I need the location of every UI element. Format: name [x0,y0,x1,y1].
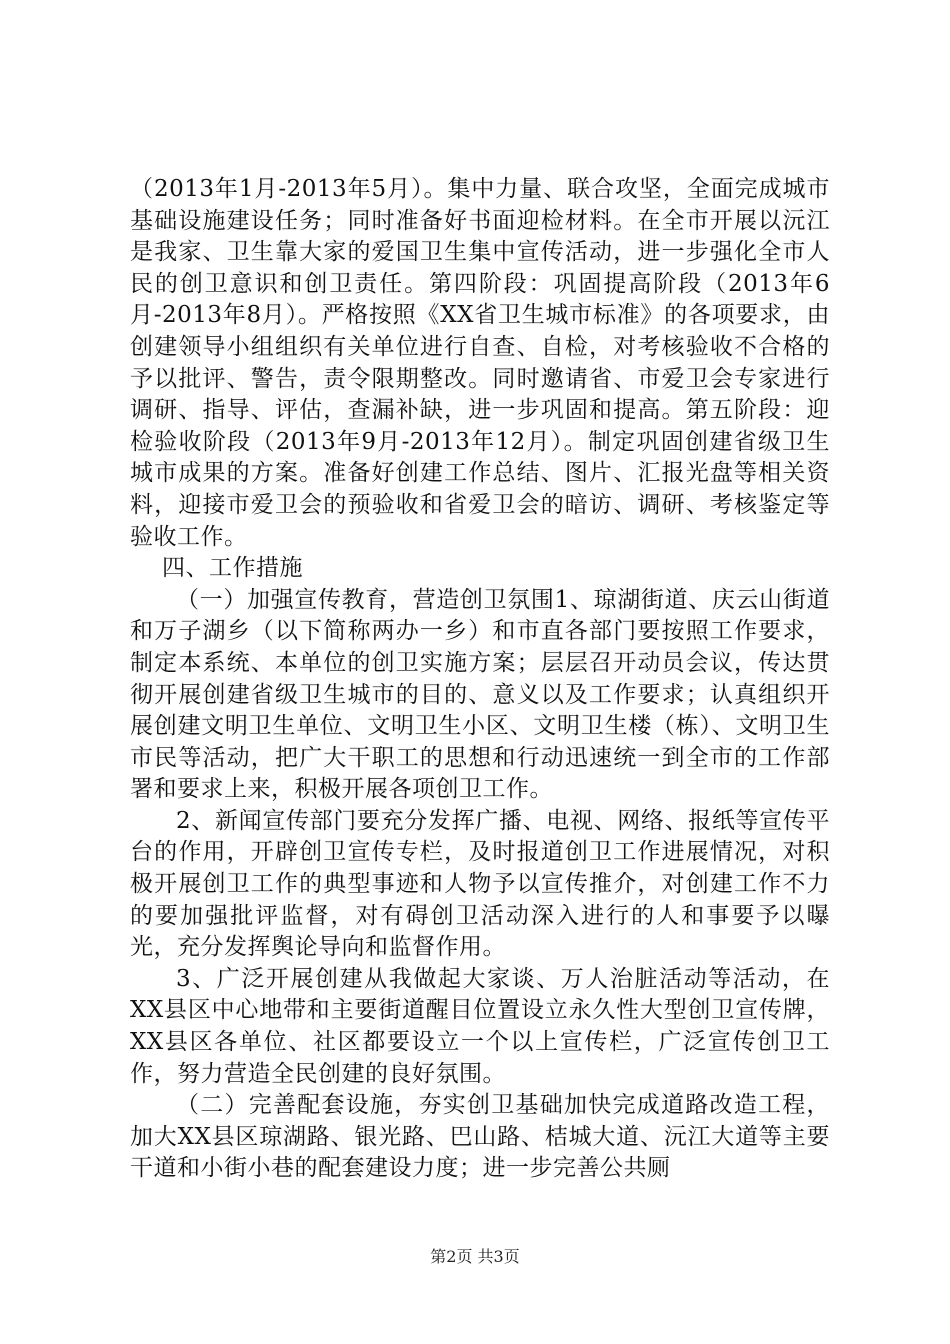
paragraph-measure-1: （一）加强宣传教育，营造创卫氛围1、琼湖街道、庆云山街道和万子湖乡（以下简称两办一乡）和市直各部门要按照工作要求，制定本系统、本单位的创卫实施方案；层层召开动员会议，传达贯彻开展创建省级卫生城市的目的、意义以及工作要求；认真组织开展创建文明卫生单位、文明卫生小区、文明卫生楼（栋）、文明卫生市民等活动，把广大干职工的思想和行动迅速统一到全市的工作部署和要求上来，积极开展各项创卫工作。 [130,586,830,803]
paragraph-measure-2: 2、新闻宣传部门要充分发挥广播、电视、网络、报纸等宣传平台的作用，开辟创卫宣传专栏，及时报道创卫工作进展情况，对积极开展创卫工作的典型事迹和人物予以宣传推介，对创建工作不力的要加强批评监督，对有碍创卫活动深入进行的人和事要予以曝光，充分发挥舆论导向和监督作用。 [130,807,830,961]
document-body [130,174,830,1185]
paragraph-stage-schedule: （2013年1月-2013年5月）。集中力量、联合攻坚，全面完成城市基础设施建设任务；同时准备好书面迎检材料。在全市开展以沅江是我家、卫生靠大家的爱国卫生集中宣传活动，进一步强化全市人民的创卫意识和创卫责任。第四阶段：巩固提高阶段（2013年6月-2013年8月）。严格按照《XX省卫生城市标准》的各项要求，由创建领导小组组织有关单位进行自查、自检，对考核验收不合格的予以批评、警告，责令限期整改。同时邀请省、市爱卫会专家进行调研、指导、评估，查漏补缺，进一步巩固和提高。第五阶段：迎检验收阶段（2013年9月-2013年12月）。制定巩固创建省级卫生城市成果的方案。准备好创建工作总结、图片、汇报光盘等相关资料，迎接市爱卫会的预验收和省爱卫会的暗访、调研、考核鉴定等验收工作。 [130,176,830,550]
section-heading-work-measures: 四、工作措施 [162,555,303,582]
page-number-footer: 第2页 共3页 [430,1247,520,1266]
paragraph-measure-3: 3、广泛开展创建从我做起大家谈、万人治脏活动等活动，在XX县区中心地带和主要街道醒目位置设立永久性大型创卫宣传牌，XX县区各单位、社区都要设立一个以上宣传栏，广泛宣传创卫工作，努力营造全民创建的良好氛围。 [130,965,830,1087]
paragraph-measure-4: （二）完善配套设施，夯实创卫基础加快完成道路改造工程，加大XX县区琼湖路、银光路、巴山路、桔城大道、沅江大道等主要干道和小街小巷的配套建设力度；进一步完善公共厕 [130,1092,830,1182]
